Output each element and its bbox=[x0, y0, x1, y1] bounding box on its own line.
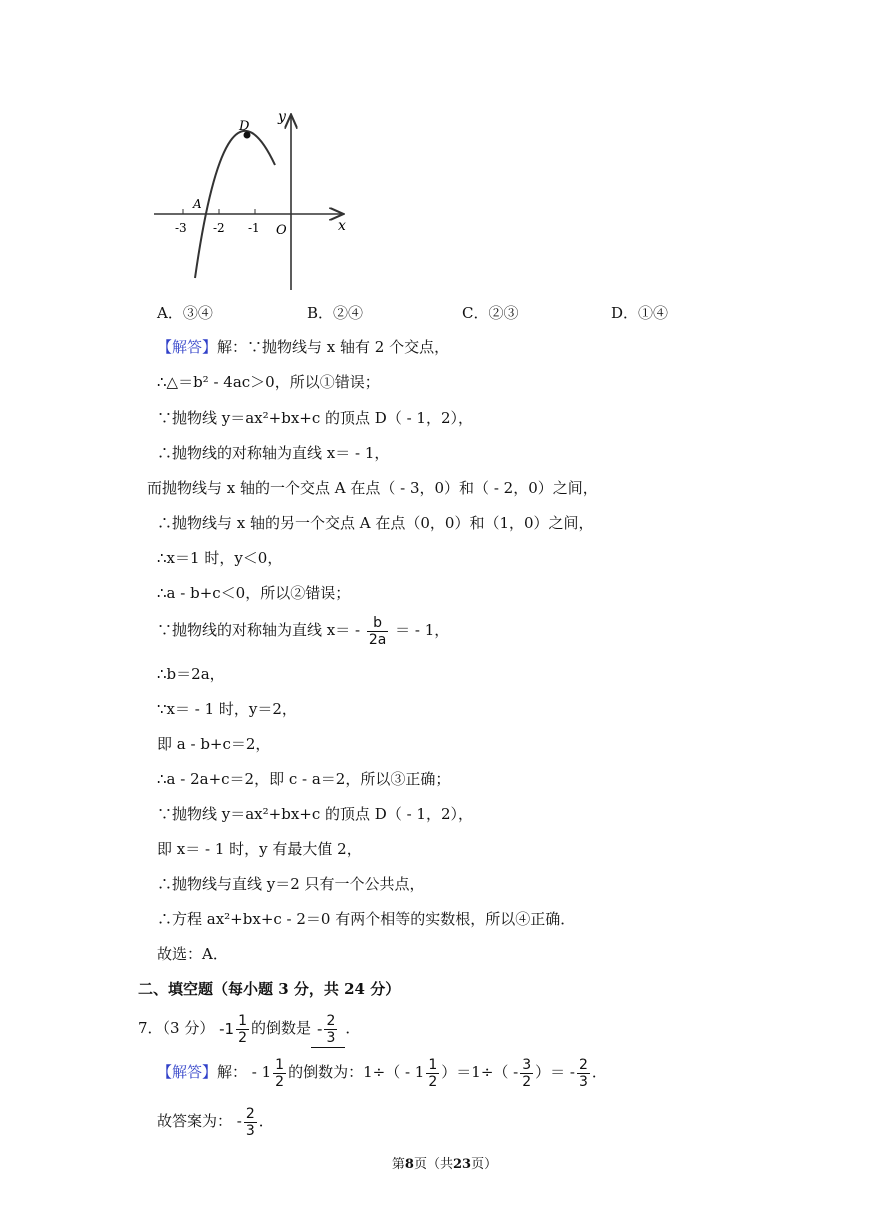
tick-label: -2 bbox=[213, 221, 225, 235]
solution-line: ∴抛物线与直线 y＝2 只有一个公共点， bbox=[157, 875, 425, 893]
option-c: C．②③ bbox=[462, 304, 519, 322]
solution-line: ∴抛物线与 x 轴的另一个交点 A 在点（0，0）和（1，0）之间， bbox=[157, 514, 594, 532]
fraction: $\frac{2}{3}$ bbox=[326, 1012, 336, 1046]
solution-line: ∴a - 2a+c＝2，即 c - a＝2，所以③正确； bbox=[157, 770, 451, 788]
origin-label: O bbox=[276, 223, 287, 238]
solution-line: 故选：A． bbox=[157, 945, 228, 963]
answer-tag: 【解答】 bbox=[157, 338, 218, 356]
symmetry-line: ∵抛物线的对称轴为直线 x＝ - $\frac{b}{2a}$ ＝ - 1， bbox=[157, 614, 450, 648]
solution-line: ∵抛物线 y＝ax²+bx+c 的顶点 D（ - 1，2）， bbox=[157, 409, 474, 427]
solution-line: ∴方程 ax²+bx+c - 2＝0 有两个相等的实数根，所以④正确． bbox=[157, 910, 576, 928]
solution-line: ∵x＝ - 1 时，y＝2， bbox=[157, 700, 297, 718]
fraction: $\frac{b}{2a}$ bbox=[368, 614, 387, 648]
section-title: 二、填空题（每小题 3 分，共 24 分） bbox=[138, 980, 401, 998]
fraction: $\frac{2}{3}$ bbox=[579, 1056, 588, 1090]
solution-line: 而抛物线与 x 轴的一个交点 A 在点（ - 3，0）和（ - 2，0）之间， bbox=[147, 479, 598, 497]
solution-line: ∴a - b+c＜0，所以②错误； bbox=[157, 584, 351, 602]
solution-line: ∴x＝1 时，y＜0， bbox=[157, 549, 283, 567]
q7-solution-line: 【解答】解： - 1 $\frac{1}{2}$ 的倒数为：1÷（ - 1 $\frac{1}{2}$ ）＝1÷（ - $\frac{3}{2}$ ）＝ - $\frac{2}{3}$ ． bbox=[157, 1056, 607, 1090]
answer-options bbox=[157, 302, 717, 322]
point-a-label: A bbox=[193, 197, 202, 211]
vertex-label: D bbox=[239, 119, 250, 134]
solution-line: 即 a - b+c＝2， bbox=[157, 735, 271, 753]
parabola-graph bbox=[150, 108, 360, 298]
answer-blank: - $\frac{2}{3}$ bbox=[311, 1010, 345, 1048]
fraction: $\frac{1}{2}$ bbox=[275, 1056, 285, 1090]
q7-final-answer: 故答案为： - $\frac{2}{3}$ ． bbox=[157, 1105, 274, 1139]
tick-label: -3 bbox=[175, 221, 187, 235]
fraction: $\frac{1}{2}$ bbox=[428, 1056, 438, 1090]
parabola-curve bbox=[195, 131, 275, 278]
solution-line: ∴△＝b² - 4ac＞0，所以①错误； bbox=[157, 373, 380, 391]
fraction: $\frac{3}{2}$ bbox=[522, 1056, 532, 1090]
option-a: A．③④ bbox=[157, 304, 213, 322]
solution-line: 【解答】解：∵抛物线与 x 轴有 2 个交点， bbox=[157, 338, 450, 356]
option-d: D．①④ bbox=[611, 304, 669, 322]
solution-line: ∴b＝2a， bbox=[157, 665, 225, 683]
question-7: 7．（3 分） -1 $\frac{1}{2}$ 的倒数是 - $\frac{2}{3}$ ． bbox=[138, 1010, 360, 1048]
x-axis-label: x bbox=[338, 218, 346, 234]
solution-line: ∵抛物线 y＝ax²+bx+c 的顶点 D（ - 1，2）， bbox=[157, 805, 474, 823]
page-footer: 第8页（共23页） bbox=[391, 1157, 498, 1172]
tick-label: -1 bbox=[248, 221, 260, 235]
y-axis-label: y bbox=[278, 109, 286, 125]
solution-line: 即 x＝ - 1 时，y 有最大值 2， bbox=[157, 840, 362, 858]
answer-tag: 【解答】 bbox=[157, 1063, 218, 1081]
fraction: $\frac{2}{3}$ bbox=[245, 1105, 255, 1139]
fraction: $\frac{1}{2}$ bbox=[238, 1012, 248, 1046]
solution-line: ∴抛物线的对称轴为直线 x＝ - 1， bbox=[157, 444, 390, 462]
option-b: B．②④ bbox=[307, 304, 364, 322]
